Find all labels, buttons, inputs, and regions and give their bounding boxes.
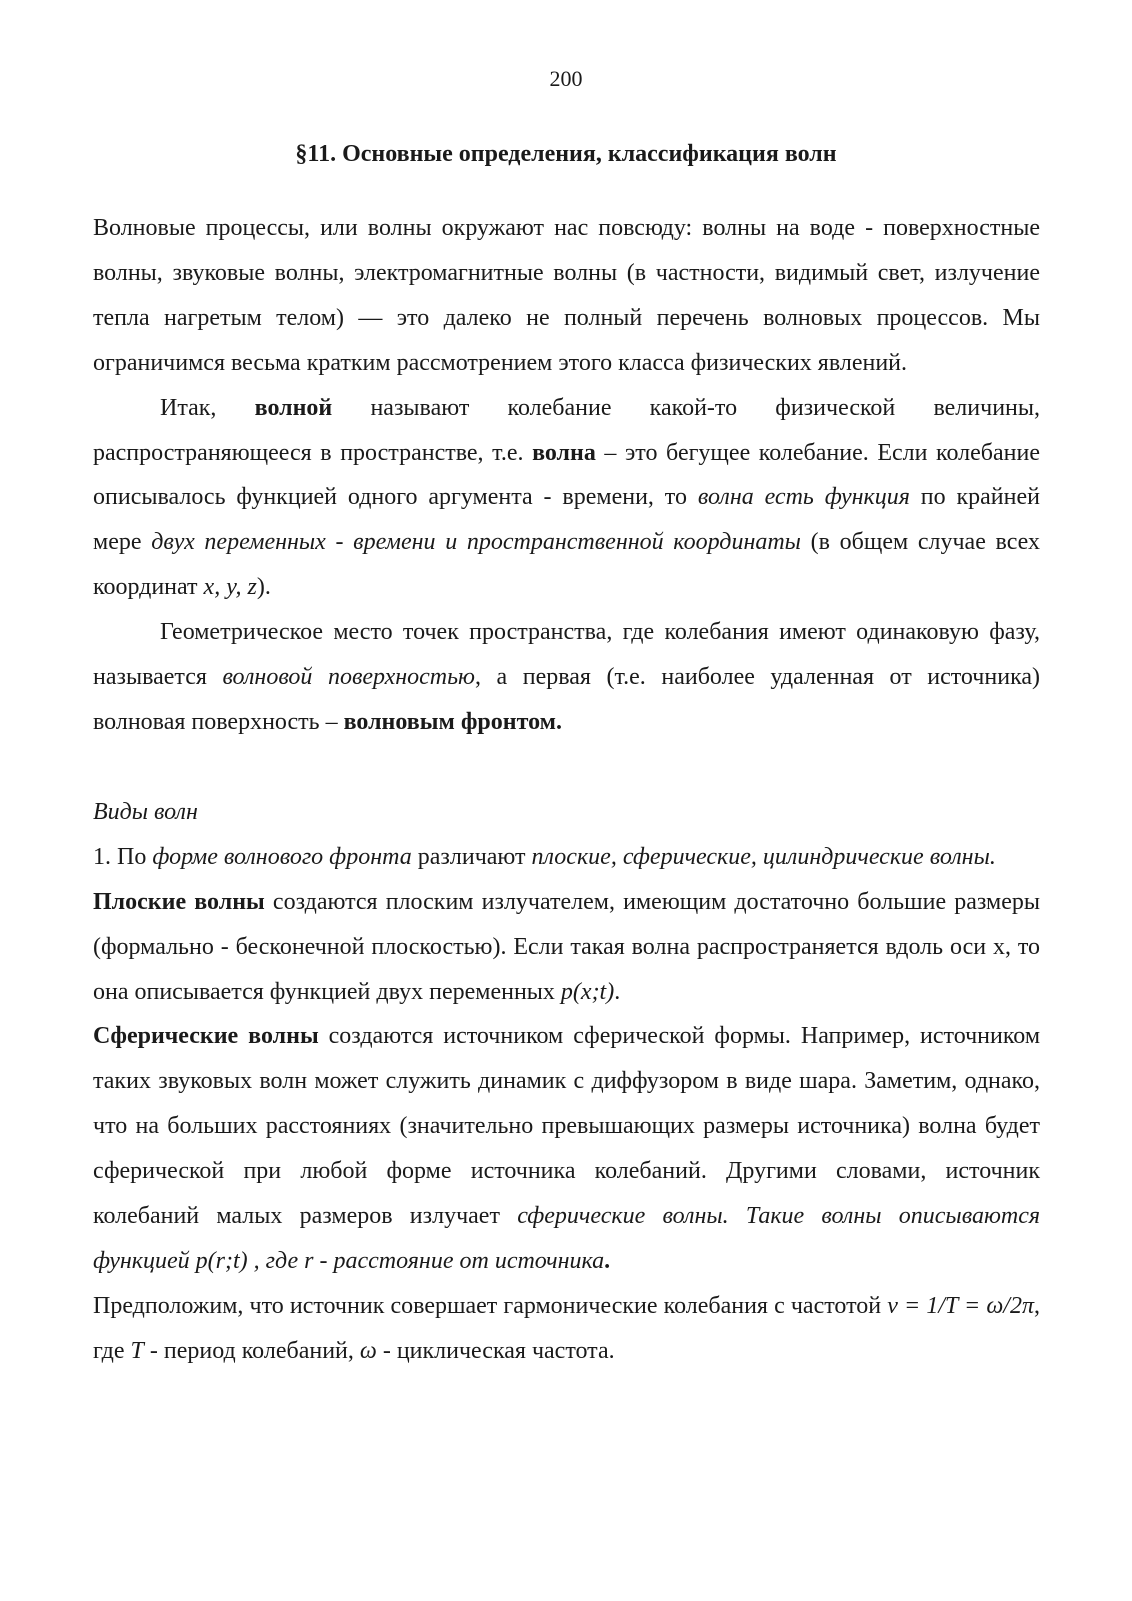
- formula-frequency: ν = 1/T = ω/2π: [887, 1292, 1034, 1319]
- symbol-omega: ω: [359, 1337, 377, 1364]
- paragraph-wave-definition: Итак, волной называют колебание какой-то физической величины, распространяющееся в пространстве, т.е. волна – это бегущее колебание. Если колебание описывалось функцией одного аргумента - времени, то волна есть функция по крайней мере двух переменных - времени и пространственной координаты (в общем случае всех координат x, y, z).: [93, 394, 1041, 601]
- paragraph-spherical-waves: Сферические волны создаются источником сферической формы. Например, источником таких звуковых волн может служить динамик с диффузором в виде шара. Заметим, однако, что на больших расстояниях (значительно превышающих размеры источника) волна будет сферической при любой форме источника колебаний. Другими словами, источник колебаний малых размеров излучает сферические волны. Такие волны описываются функцией p(r;t) , где r - расстояние от источника.: [93, 1023, 1041, 1274]
- section-title: §11. Основные определения, классификация волн: [295, 141, 837, 167]
- term-wave-front: волновым фронтом.: [343, 708, 562, 735]
- term-wave-surface: волновой поверхностью: [222, 664, 475, 691]
- paragraph-wave-surface: Геометрическое место точек пространства, где колебания имеют одинаковую фазу, называется волновой поверхностью, а первая (т.е. наиболее удаленная от источника) волновая поверхность – волновым фронтом.: [93, 619, 1041, 735]
- page-number: 200: [549, 66, 583, 91]
- term-spherical-waves: Сферические волны: [93, 1023, 319, 1050]
- body-text: [93, 206, 1040, 1374]
- coordinates-xyz: x, y, z: [203, 574, 257, 601]
- term-plane-waves: Плоские волны: [93, 888, 265, 915]
- emphasis-spherical-description: сферические волны. Такие волны описываются функцией p(r;t) , где r - расстояние от источника: [93, 1203, 1041, 1274]
- paragraph-intro: Волновые процессы, или волны окружают нас повсюду: волны на воде - поверхностные волны, звуковые волны, электромагнитные волны (в частности, видимый свет, излучение тепла нагретым телом) — это далеко не полный перечень волновых процессов. Мы ограничимся весьма кратким рассмотрением этого класса физических явлений.: [93, 215, 1040, 376]
- formula-p-x-t: p(x;t): [560, 978, 615, 1005]
- emphasis-function: волна есть функция: [697, 484, 910, 511]
- paragraph-gap: [93, 745, 1040, 790]
- term-volna: волна: [532, 439, 596, 466]
- emphasis-front-shape: форме волнового фронта: [152, 843, 412, 870]
- term-volnoy: волной: [254, 394, 333, 421]
- symbol-period: T: [130, 1337, 144, 1364]
- emphasis-two-variables: двух переменных - времени и пространственной координаты: [151, 529, 801, 556]
- emphasis-wave-kinds: плоские, сферические, цилиндрические волны: [531, 843, 990, 870]
- paragraph-harmonic: Предположим, что источник совершает гармонические колебания с частотой ν = 1/T = ω/2π, где T - период колебаний, ω - циклическая частота.: [93, 1292, 1040, 1364]
- paragraph-wave-types: 1. По форме волнового фронта различают плоские, сферические, цилиндрические волны.: [93, 843, 996, 870]
- paragraph-plane-waves: Плоские волны создаются плоским излучателем, имеющим достаточно большие размеры (формально - бесконечной плоскостью). Если такая волна распространяется вдоль оси x, то она описывается функцией двух переменных p(x;t).: [93, 888, 1041, 1005]
- subsection-heading: Виды волн: [93, 798, 198, 825]
